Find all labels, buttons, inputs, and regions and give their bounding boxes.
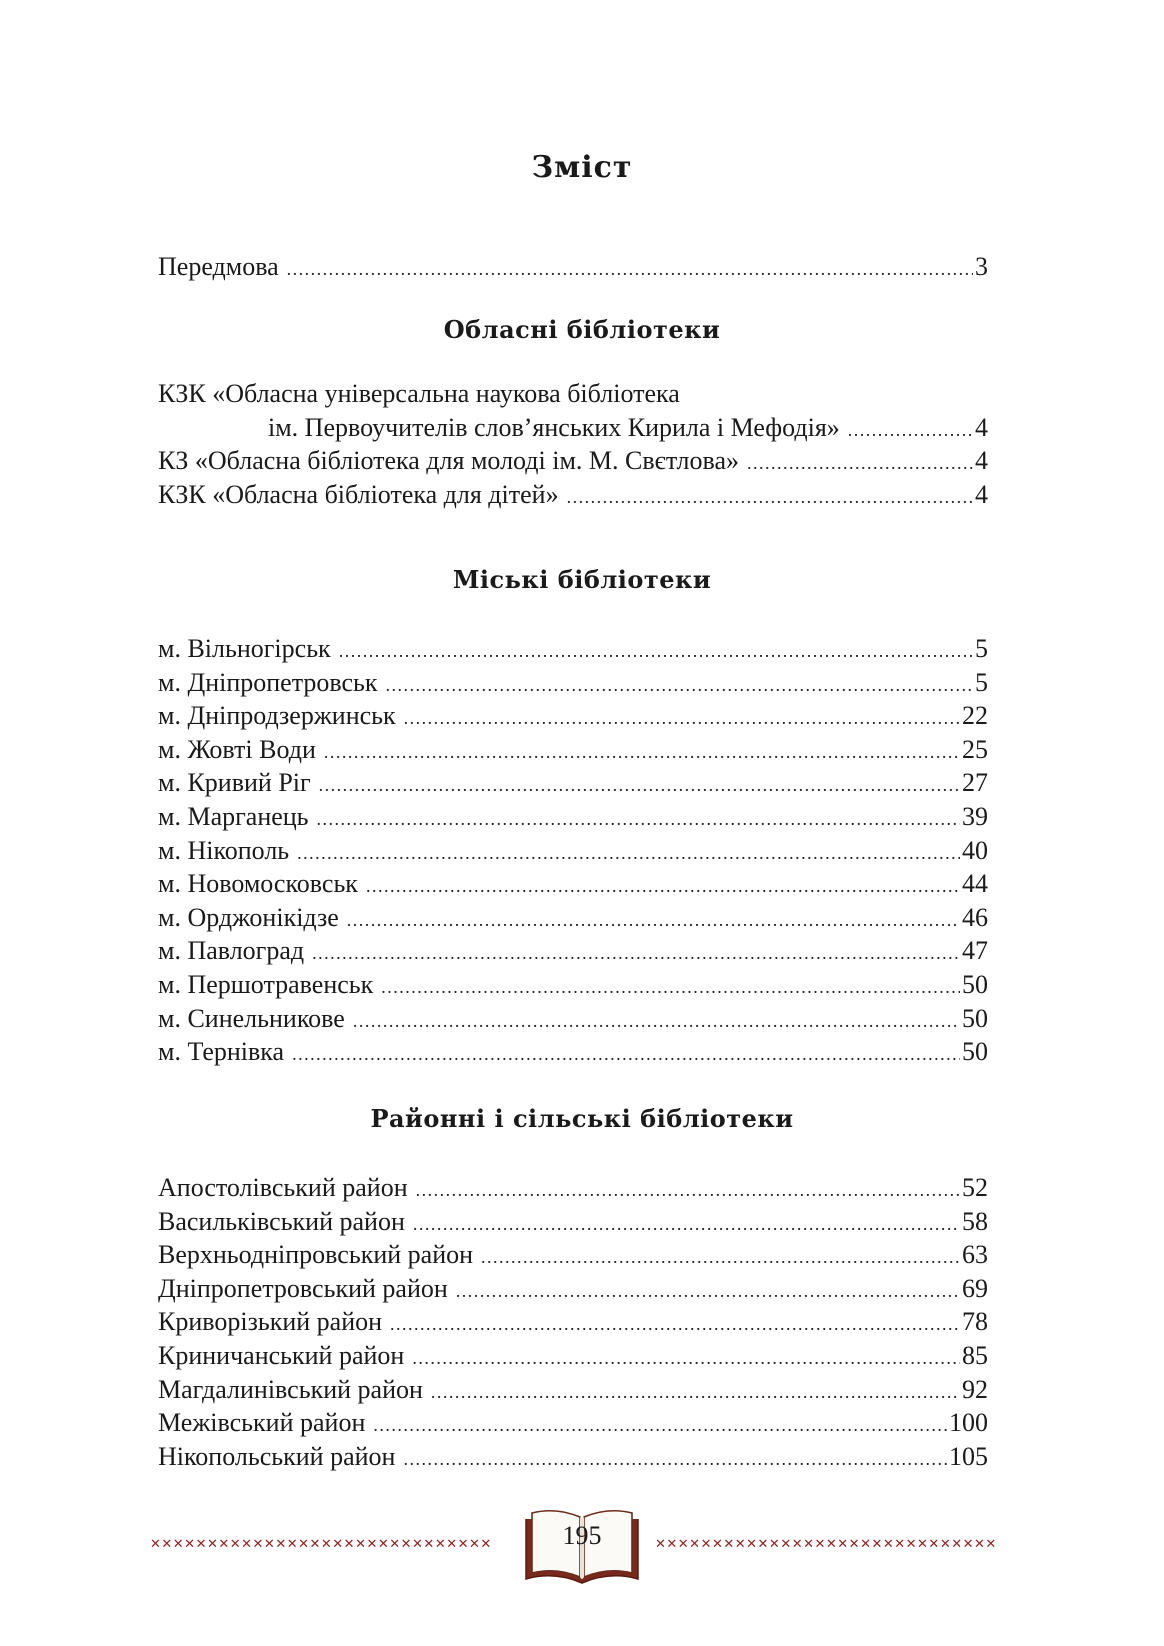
toc-entry-label: м. Дніпродзержинськ [158, 701, 396, 731]
dot-leader [412, 1342, 960, 1376]
dot-leader [848, 414, 973, 448]
toc-entry-page: 50 [962, 969, 988, 999]
dot-leader [347, 904, 960, 938]
toc-entry-page: 25 [962, 734, 988, 764]
dot-leader [353, 1005, 960, 1039]
toc-entry[interactable] [158, 1440, 988, 1474]
toc-entry-page: 39 [962, 801, 988, 831]
toc-entry[interactable] [158, 1205, 988, 1239]
toc-entry-label: Дніпропетровський район [158, 1273, 448, 1303]
toc-entry-page: 22 [962, 701, 988, 731]
toc-entry[interactable] [158, 1002, 988, 1036]
toc-entry[interactable] [158, 699, 988, 733]
dot-leader [403, 1443, 947, 1477]
toc-entry-label: м. Дніпропетровськ [158, 667, 378, 697]
toc-entry-page: 50 [962, 1037, 988, 1067]
toc-entry-label: КЗ «Обласна бібліотека для молоді ім. М. Свєтлова» [158, 446, 739, 476]
toc-entry[interactable] [158, 1305, 988, 1339]
toc-entry-page: 78 [962, 1307, 988, 1337]
toc-entry-label: м. Орджонікідзе [158, 902, 339, 932]
toc-entry-page: 63 [962, 1240, 988, 1270]
toc-entry-label: м. Синельникове [158, 1003, 345, 1033]
toc-entry-label: Передмова [158, 252, 279, 281]
toc-entry-label: м. Жовті Води [158, 734, 316, 764]
toc-entry-label: Нікопольський район [158, 1441, 396, 1471]
section-heading-oblast: Обласні бібліотеки [443, 315, 721, 344]
toc-entry[interactable] [158, 800, 988, 834]
dot-leader [317, 803, 960, 837]
toc-entry-page: 5 [975, 667, 988, 697]
toc-entry-label: КЗК «Обласна універсальна наукова бібліотека [158, 379, 680, 408]
page-number: 195 [562, 1521, 602, 1550]
toc-entry[interactable] [158, 733, 988, 767]
toc-entry[interactable] [158, 478, 988, 512]
toc-entry[interactable] [158, 377, 988, 411]
dot-leader [481, 1241, 960, 1275]
dot-leader [366, 870, 960, 904]
toc-entry[interactable] [158, 968, 988, 1002]
toc-entry-page: 47 [962, 936, 988, 966]
toc-entry-page: 58 [962, 1206, 988, 1236]
dot-leader [390, 1308, 960, 1342]
toc-entry-label: м. Кривий Ріг [158, 768, 311, 798]
dot-leader [416, 1174, 960, 1208]
toc-entry-page: 4 [975, 446, 988, 476]
dot-leader [287, 253, 973, 287]
section-heading-city: Міські бібліотеки [452, 565, 712, 594]
dot-leader [413, 1208, 960, 1242]
dot-leader [747, 447, 973, 481]
toc-section-oblast [158, 377, 988, 511]
toc-entry[interactable] [158, 444, 988, 478]
toc-entry[interactable] [158, 867, 988, 901]
dot-leader [567, 481, 973, 515]
toc-section-city [158, 632, 988, 1069]
page-title: Зміст [531, 150, 633, 185]
toc-entry[interactable] [158, 1406, 988, 1440]
toc-entry-label: м. Першотравенськ [158, 969, 374, 999]
toc-entry-page: 44 [962, 869, 988, 899]
toc-entry-page: 3 [975, 252, 988, 281]
toc-entry[interactable] [158, 834, 988, 868]
toc-entry-page: 50 [962, 1003, 988, 1033]
toc-entry-label: м. Нікополь [158, 835, 290, 865]
toc-entry-label: Васильківський район [158, 1206, 405, 1236]
toc-entry-page: 85 [962, 1340, 988, 1370]
toc-intro [158, 250, 988, 284]
toc-entry-label: Межівський район [158, 1408, 366, 1438]
dot-leader [319, 769, 960, 803]
toc-entry-page: 46 [962, 902, 988, 932]
toc-entry[interactable] [158, 411, 988, 445]
toc-entry-page: 100 [949, 1408, 988, 1438]
cross-stitch-ornament-right: ✕✕✕✕✕✕✕✕✕✕✕✕✕✕✕✕✕✕✕✕✕✕✕✕✕✕✕✕✕✕ [655, 1537, 997, 1552]
toc-entry-label: КЗК «Обласна бібліотека для дітей» [158, 479, 559, 509]
dot-leader [373, 1409, 947, 1443]
toc-entry-page: 40 [962, 835, 988, 865]
toc-entry-label: Верхньодніпровський район [158, 1240, 474, 1270]
section-heading-district: Районні і сільські бібліотеки [370, 1104, 794, 1133]
dot-leader [456, 1275, 960, 1309]
dot-leader [292, 1038, 960, 1072]
toc-entry[interactable] [158, 666, 988, 700]
toc-entry-page: 4 [975, 479, 988, 509]
toc-entry-page: 5 [975, 634, 988, 663]
page-footer [150, 1505, 1015, 1595]
dot-leader [339, 635, 973, 669]
dot-leader [431, 1376, 960, 1410]
dot-leader [324, 736, 960, 770]
dot-leader [381, 971, 960, 1005]
toc-entry-page: 27 [962, 768, 988, 798]
toc-entry-page: 4 [975, 412, 988, 442]
toc-entry-label: м. Тернівка [158, 1037, 285, 1067]
toc-entry[interactable] [158, 1238, 988, 1272]
toc-entry-label: м. Вільногірськ [158, 634, 331, 663]
toc-entry-page: 92 [962, 1374, 988, 1404]
toc-entry-page: 69 [962, 1273, 988, 1303]
toc-entry[interactable] [158, 766, 988, 800]
toc-entry[interactable] [158, 1171, 988, 1205]
toc-section-district [158, 1171, 988, 1473]
toc-entry[interactable] [158, 250, 988, 284]
toc-entry-label: Апостолівський район [158, 1173, 408, 1202]
toc-entry[interactable] [158, 1373, 988, 1407]
toc-entry[interactable] [158, 632, 988, 666]
toc-entry-label: Магдалинівський район [158, 1374, 423, 1404]
dot-leader [386, 669, 973, 703]
toc-entry[interactable] [158, 1035, 988, 1069]
toc-entry[interactable] [158, 901, 988, 935]
toc-entry-page: 52 [962, 1173, 988, 1202]
toc-entry[interactable] [158, 1272, 988, 1306]
cross-stitch-ornament-left: ✕✕✕✕✕✕✕✕✕✕✕✕✕✕✕✕✕✕✕✕✕✕✕✕✕✕✕✕✕✕ [150, 1537, 492, 1552]
toc-entry[interactable] [158, 1339, 988, 1373]
toc-entry-label: м. Новомосковськ [158, 869, 358, 899]
toc-entry-label: ім. Первоучителів слов’янських Кирила і Мефодія» [268, 412, 840, 442]
toc-entry-label: м. Павлоград [158, 936, 305, 966]
toc-entry[interactable] [158, 934, 988, 968]
toc-entry-label: м. Марганець [158, 801, 309, 831]
dot-leader [404, 702, 960, 736]
dot-leader [312, 937, 960, 971]
toc-entry-label: Криворізький район [158, 1307, 383, 1337]
dot-leader [297, 837, 960, 871]
toc-entry-page: 105 [949, 1441, 988, 1471]
toc-entry-label: Криничанський район [158, 1340, 405, 1370]
